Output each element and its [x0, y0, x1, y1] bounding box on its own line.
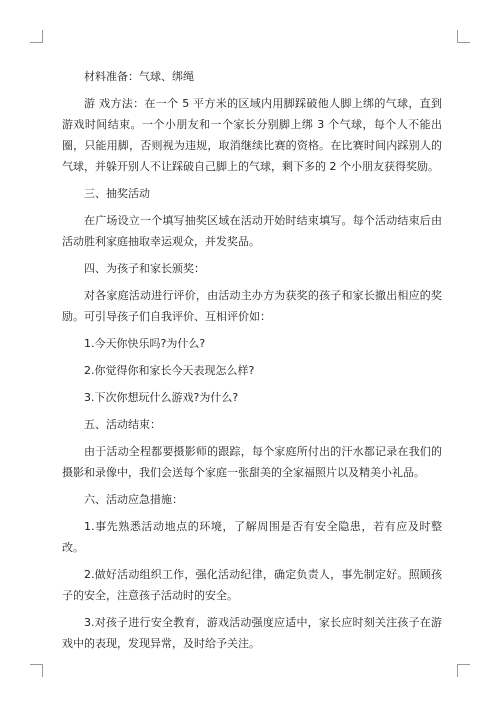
crop-mark-top-left — [30, 30, 43, 43]
question-item-3: 3.下次你想玩什么游戏?为什么? — [84, 391, 239, 404]
lottery-paragraph: 在广场设立一个填写抽奖区域在活动开始时结束填写。每个活动结束后由活动胜利家庭抽取幸运观众，并发奖品。 — [62, 214, 442, 248]
emergency-item-3: 3.对孩子进行安全教育，游戏活动强度应适中，家长应时刻关注孩子在游戏中的表现，发现异常，及时给予关注。 — [62, 616, 442, 650]
question-item-2: 2.你觉得你和家长今天表现怎么样? — [84, 364, 255, 377]
document-page — [62, 66, 442, 660]
section-heading-lottery: 三、抽奖活动 — [84, 187, 150, 200]
crop-mark-bottom-left — [30, 664, 43, 677]
section-heading-awards: 四、为孩子和家长颁奖： — [84, 262, 205, 275]
emergency-item-1: 1.事先熟悉活动地点的环境，了解周围是否有安全隐患，若有应及时整改。 — [62, 520, 442, 554]
section-heading-emergency: 六、活动应急措施： — [84, 493, 183, 506]
awards-paragraph: 对各家庭活动进行评价，由活动主办方为获奖的孩子和家长撤出相应的奖励。可引导孩子们自我评价、互相评价如： — [62, 289, 442, 323]
section-heading-end: 五、活动结束： — [84, 418, 161, 431]
end-paragraph: 由于活动全程都要摄影师的跟踪，每个家庭所付出的汗水都记录在我们的摄影和录像中，我们会送每个家庭一张甜美的全家福照片以及精美小礼品。 — [62, 445, 442, 479]
question-item-1: 1.今天你快乐吗?为什么? — [84, 337, 206, 350]
crop-mark-bottom-right — [457, 664, 470, 677]
crop-mark-top-right — [457, 30, 470, 43]
emergency-item-2: 2.做好活动组织工作，强化活动纪律，确定负责人，事先制定好。照顾孩子的安全，注意孩子活动时的安全。 — [62, 568, 442, 602]
game-method-paragraph: 游 戏方法：在一个 5 平方米的区域内用脚踩破他人脚上绑的气球，直到游戏时间结束。一个小朋友和一个家长分别脚上绑 3 个气球，每个人不能出圈，只能用脚，否则视为违规，取消继续比赛的资格。在比赛时间内踩别人的气球，并躲开别人不让踩破自己脚上的气球，剩下多的 2 个小朋友获得奖励。 — [62, 97, 442, 173]
materials-paragraph: 材料准备：气球、绑绳 — [84, 70, 194, 83]
